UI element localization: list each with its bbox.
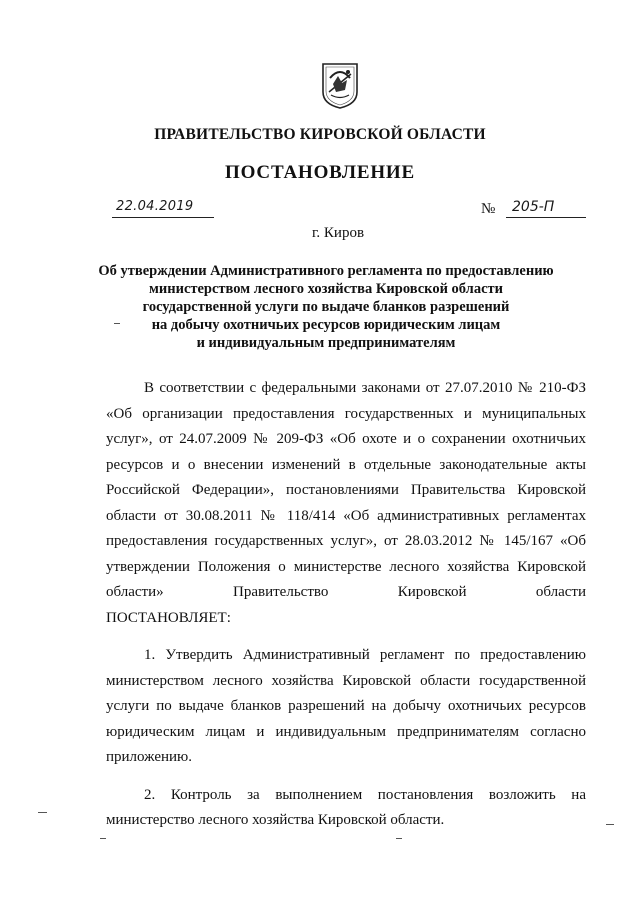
- scan-mark: [100, 838, 106, 839]
- date-field: [112, 199, 214, 218]
- decree-title: [80, 262, 572, 352]
- title-line: на добычу охотничьих ресурсов юридическим лицам: [151, 317, 501, 333]
- organization-title: ПРАВИТЕЛЬСТВО КИРОВСКОЙ ОБЛАСТИ: [154, 126, 486, 143]
- number-sign: №: [481, 201, 496, 217]
- scan-mark: [38, 812, 47, 813]
- handwritten-date: 22.04.2019: [116, 199, 194, 214]
- scan-mark: [606, 824, 614, 825]
- decree-word: ПОСТАНОВЛЯЕТ:: [106, 609, 231, 626]
- document-type-heading: ПОСТАНОВЛЕНИЕ: [225, 162, 415, 183]
- title-line: министерством лесного хозяйства Кировской области: [149, 281, 503, 297]
- item-1-paragraph: 1. Утвердить Административный регламент по предоставлению министерством лесного хозяйства Кировской области государственной услуги по выдаче бланков разрешений на добычу охотничьих ресурсов юридическим лицам и индивидуальным предпринимателям согласно приложению.: [106, 647, 586, 765]
- title-line: Об утверждении Административного регламента по предоставлению: [98, 263, 554, 279]
- title-line: государственной услуги по выдаче бланков разрешений: [142, 299, 510, 315]
- handwritten-number: 205-П: [512, 199, 555, 215]
- item-2-paragraph: 2. Контроль за выполнением постановления возложить на министерство лесного хозяйства Кировской области.: [106, 786, 586, 828]
- city-label: г. Киров: [311, 225, 365, 241]
- number-field: [506, 199, 586, 218]
- coat-of-arms-emblem: [321, 62, 359, 110]
- scan-mark: [114, 323, 120, 324]
- decree-body: [106, 376, 586, 834]
- scan-mark: [396, 838, 402, 839]
- title-line: и индивидуальным предпринимателям: [196, 335, 456, 351]
- intro-paragraph: В соответствии с федеральными законами от 27.07.2010 № 210-ФЗ «Об организации предоставления государственных и муниципальных услуг», от 24.07.2009 № 209-ФЗ «Об охоте и о сохранении охотничьих ресурсов и о внесении изменений в отдельные законодательные акты Российской Федерации», постановлениями Правительства Кировской области от 30.08.2011 № 118/414 «Об административных регламентах предоставления государственных услуг», от 28.03.2012 № 145/167 «Об утверждении Положения о министерстве лесного хозяйства Кировской области» Правительство Кировской области: [106, 380, 586, 600]
